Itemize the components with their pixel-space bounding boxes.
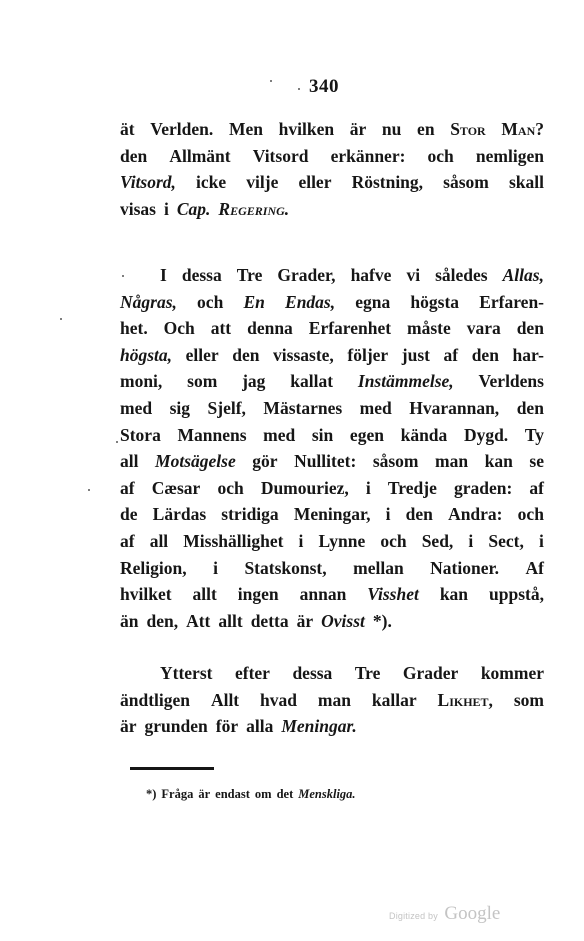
word: den <box>405 504 433 525</box>
word: i <box>163 198 169 219</box>
word: allt <box>218 610 243 631</box>
word: med <box>120 397 153 418</box>
footnote <box>146 787 361 802</box>
text-line <box>120 422 544 449</box>
word: och <box>380 530 407 551</box>
word: Visshet <box>367 584 419 605</box>
text-line <box>120 368 544 395</box>
word: Hvarannan, <box>409 397 500 418</box>
text-line <box>120 581 544 608</box>
word: Man? <box>501 119 544 139</box>
word: visas <box>120 198 156 219</box>
word: sin <box>311 424 334 445</box>
word: Stor <box>450 119 486 139</box>
word: i <box>385 504 391 525</box>
word: Men <box>228 119 263 139</box>
word: i <box>365 477 371 498</box>
word: Erfarenhet <box>308 318 392 339</box>
word: vilje <box>246 172 279 193</box>
word: af <box>120 530 135 551</box>
word: och <box>217 477 244 498</box>
word: Röstning, <box>351 172 424 193</box>
word: den <box>471 344 499 365</box>
word: högsta <box>410 291 460 312</box>
word: kommer <box>480 663 544 683</box>
watermark-brand: Google <box>444 903 501 924</box>
word: i <box>539 530 544 551</box>
word: all <box>149 530 169 551</box>
word: Allmänt <box>169 145 231 166</box>
word: i <box>298 530 304 551</box>
word: af <box>443 344 459 365</box>
word: Religion, <box>120 557 187 578</box>
word: hafve <box>350 265 392 285</box>
word: gör <box>252 451 278 472</box>
text-line <box>120 475 544 502</box>
text-line <box>120 143 544 170</box>
word: Cap. <box>176 198 211 219</box>
word: alla <box>246 716 274 737</box>
word: Någras, <box>120 291 177 312</box>
word: Meningar, <box>293 504 371 525</box>
word: *). <box>372 610 392 631</box>
word: i <box>468 530 474 551</box>
word: följer <box>347 344 389 365</box>
word: En <box>243 291 265 312</box>
footnote-rule <box>130 767 214 770</box>
word: Lärdas <box>152 504 207 525</box>
word: har- <box>512 344 544 365</box>
word: Misshällighet <box>183 530 284 551</box>
word: I <box>160 265 167 285</box>
word: Ytterst <box>160 663 213 683</box>
text-line <box>120 660 544 687</box>
word: ingen <box>237 584 279 605</box>
text-line <box>120 342 544 369</box>
word: man <box>317 689 351 710</box>
word: moni, <box>120 371 163 392</box>
word: hvilket <box>120 584 172 605</box>
word: Mannens <box>177 424 247 445</box>
word: således <box>435 265 488 285</box>
word: och <box>197 291 224 312</box>
word: Stora <box>120 424 161 445</box>
word: uppstå, <box>489 584 544 605</box>
word: Mästarnes <box>263 397 343 418</box>
digitized-by-google-watermark <box>389 903 500 925</box>
word: stridiga <box>221 504 279 525</box>
word: vi <box>406 265 421 285</box>
word: se <box>529 451 544 472</box>
word: Sjelf, <box>207 397 246 418</box>
footnote-word: Menskliga. <box>298 787 356 801</box>
word: vissaste, <box>273 344 334 365</box>
word: kallat <box>290 371 334 392</box>
word: kallar <box>371 689 417 710</box>
text-line <box>120 289 544 316</box>
word: efter <box>234 663 270 683</box>
text-line <box>120 501 544 528</box>
word: Tredje <box>387 477 437 498</box>
footnote-word: om <box>254 787 272 801</box>
word: Vitsord, <box>120 172 176 193</box>
word: jag <box>242 371 266 392</box>
word: eller <box>185 344 219 365</box>
word: af <box>529 477 544 498</box>
footnote-word: endast <box>215 787 250 801</box>
paragraph-1 <box>120 116 544 222</box>
word: Af <box>525 557 544 578</box>
ink-speck <box>60 318 62 320</box>
word: vara <box>466 318 501 339</box>
word: Verlden. <box>150 119 214 139</box>
word: Vitsord <box>252 145 309 166</box>
word: dessa <box>292 663 333 683</box>
ink-speck <box>116 441 118 443</box>
word: Nullitet: <box>294 451 357 472</box>
word: Motsägelse <box>155 451 236 472</box>
word: Och <box>163 318 195 339</box>
text-line <box>120 555 544 582</box>
word: den, <box>146 610 179 631</box>
word: Allas, <box>502 265 544 285</box>
word: hvilken <box>278 119 335 139</box>
word: Andra: <box>448 504 503 525</box>
word: Cæsar <box>151 477 201 498</box>
word: Tre <box>354 663 381 683</box>
word: all <box>120 451 139 472</box>
footnote-word: det <box>276 787 294 801</box>
word: Tre <box>236 265 263 285</box>
text-line <box>120 262 544 289</box>
word: såsom <box>372 451 419 472</box>
text-line <box>120 116 544 143</box>
word: het. <box>120 318 148 339</box>
footnote-word: är <box>198 787 211 801</box>
text-line <box>120 608 544 635</box>
word: Lynne <box>318 530 366 551</box>
footnote-word: *) <box>146 787 157 801</box>
word: är <box>349 119 367 139</box>
word: graden: <box>453 477 513 498</box>
word: och <box>517 504 544 525</box>
word: egen <box>349 424 384 445</box>
word: Ty <box>524 424 544 445</box>
text-line <box>120 169 544 196</box>
word: dessa <box>181 265 222 285</box>
word: Att <box>186 610 211 631</box>
word: måste <box>407 318 451 339</box>
word: med <box>359 397 392 418</box>
paragraph-3 <box>120 660 544 740</box>
ink-speck <box>270 80 272 82</box>
word: den <box>516 318 544 339</box>
word: är <box>296 610 314 631</box>
word: de <box>120 504 138 525</box>
word: Statskonst, <box>244 557 327 578</box>
word: sig <box>169 397 191 418</box>
text-line <box>120 395 544 422</box>
word: nu <box>381 119 402 139</box>
word: Allt <box>210 689 240 710</box>
word: icke <box>196 172 227 193</box>
word: högsta, <box>120 344 173 365</box>
word: nemligen <box>475 145 544 166</box>
word: kända <box>400 424 448 445</box>
word: af <box>120 477 135 498</box>
text-line <box>120 687 544 714</box>
word: att <box>210 318 232 339</box>
word: ändtligen <box>120 689 191 710</box>
word: kan <box>439 584 469 605</box>
page-number: 340 <box>309 76 339 97</box>
word: med <box>263 424 296 445</box>
word: Dumouriez, <box>260 477 349 498</box>
word: Verldens <box>478 371 544 392</box>
word: Ovisst <box>321 610 365 631</box>
word: Sect, <box>488 530 524 551</box>
word: egna <box>355 291 391 312</box>
text-line <box>120 196 544 223</box>
word: just <box>401 344 430 365</box>
text-line <box>120 713 544 740</box>
word: denna <box>247 318 293 339</box>
text-line <box>120 528 544 555</box>
word: den <box>232 344 260 365</box>
text-line <box>120 315 544 342</box>
paragraph-2 <box>120 262 544 634</box>
footnote-word: Fråga <box>161 787 194 801</box>
word: Nationer. <box>430 557 500 578</box>
word: Meningar. <box>281 716 357 737</box>
word: allt <box>192 584 217 605</box>
ink-speck <box>298 88 300 90</box>
word: eller <box>298 172 332 193</box>
word: Dygd. <box>463 424 509 445</box>
word: som <box>513 689 544 710</box>
word: som <box>187 371 218 392</box>
word: Likhet, <box>437 689 493 710</box>
word: Grader, <box>277 265 336 285</box>
ink-speck <box>88 489 90 491</box>
word: hvad <box>260 689 298 710</box>
word: grunden <box>144 716 208 737</box>
word: skall <box>508 172 544 193</box>
word: och <box>427 145 454 166</box>
word: Instämmelse, <box>357 371 454 392</box>
word: Erfaren- <box>479 291 544 312</box>
word: ät <box>120 119 135 139</box>
word: i <box>213 557 218 578</box>
ink-speck <box>122 275 124 277</box>
word: är <box>120 716 137 737</box>
word: kan <box>484 451 513 472</box>
word: annan <box>299 584 347 605</box>
word: Regering. <box>218 198 290 219</box>
text-line <box>120 448 544 475</box>
word: den <box>120 145 148 166</box>
word: den <box>516 397 544 418</box>
word: en <box>417 119 435 139</box>
word: man <box>435 451 469 472</box>
word: Endas, <box>285 291 336 312</box>
word: Grader <box>402 663 459 683</box>
word: mellan <box>353 557 404 578</box>
word: detta <box>250 610 289 631</box>
word: såsom <box>443 172 489 193</box>
word: Sed, <box>421 530 454 551</box>
word: erkänner: <box>330 145 406 166</box>
word: än <box>120 610 139 631</box>
word: för <box>215 716 239 737</box>
watermark-prefix: Digitized by <box>389 911 438 921</box>
